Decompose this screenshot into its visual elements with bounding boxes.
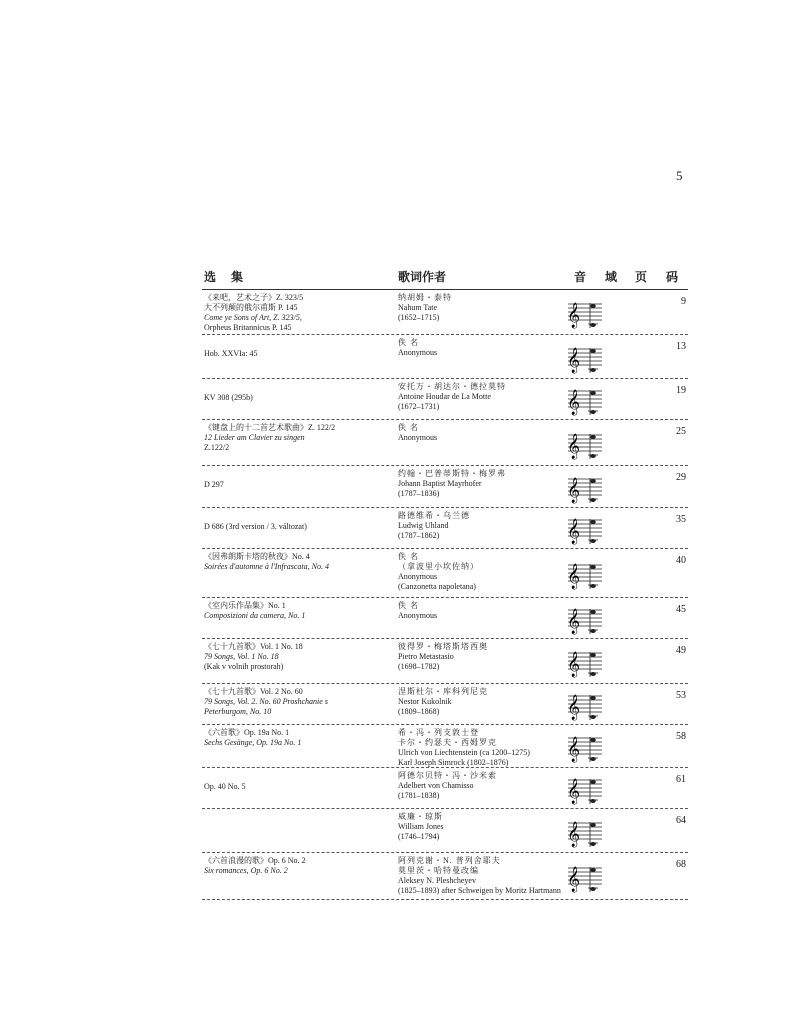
lyricist-cell — [398, 338, 578, 358]
vocal-range-staff — [568, 604, 602, 639]
lyricist-cell — [398, 771, 578, 801]
collection-cell — [204, 349, 392, 359]
note-head — [590, 479, 596, 483]
lyricist-cell — [398, 728, 581, 768]
vocal-range-staff — [568, 514, 602, 549]
table-row — [202, 335, 688, 379]
lyricist-line: 希・冯・列支敦士登 — [398, 728, 479, 737]
collection-cell — [204, 601, 392, 621]
vocal-range-staff — [568, 732, 602, 767]
collection-line: 《六首歌》Op. 19a No. 1 — [204, 728, 290, 737]
vocal-range-staff — [568, 559, 602, 594]
treble-clef-icon: 𝄞 — [568, 867, 581, 892]
table-row — [202, 508, 688, 549]
table-row — [202, 466, 688, 508]
treble-clef-icon: 𝄞 — [568, 652, 581, 677]
lyricist-line: 莫里茨・哈特曼改编 — [398, 866, 479, 875]
page-ref: 49 — [676, 645, 686, 656]
collection-line: 《六首浪漫的歌》Op. 6 No. 2 — [204, 856, 306, 865]
table-row — [202, 809, 688, 853]
note-head — [590, 823, 596, 827]
page-ref: 13 — [676, 341, 686, 352]
lyricist-line: Adelbert von Chamisso — [398, 781, 474, 790]
note-head — [590, 868, 596, 872]
lyricist-cell — [398, 601, 578, 621]
vocal-range-staff — [568, 817, 602, 852]
lyricist-line: Antoine Houdar de La Motte — [398, 392, 491, 401]
note-head — [590, 349, 596, 353]
collection-line: (Kak v volnih prostorah) — [204, 662, 284, 671]
lyricist-line: (1652–1715) — [398, 313, 440, 322]
table-header — [202, 265, 688, 290]
collection-cell — [204, 552, 392, 572]
collection-line: 79 Songs, Vol. 2. No. 60 Proshchanie s — [204, 697, 328, 706]
note-head — [590, 757, 596, 761]
collection-line: 79 Songs, Vol. 1 No. 18 — [204, 652, 279, 661]
collection-line: 《七十九首歌》Vol. 2 No. 60 — [204, 687, 303, 696]
page-ref: 29 — [676, 472, 686, 483]
collection-line: Orpheus Britannicus P. 145 — [204, 323, 292, 332]
lyricist-line: (1825–1893) after Schweigen by Moritz Hartmann — [398, 886, 561, 895]
collection-cell — [204, 856, 392, 876]
page-ref: 45 — [676, 604, 686, 615]
lyricist-line: Johann Baptist Mayrhofer — [398, 479, 482, 488]
table-row — [202, 598, 688, 639]
table-row — [202, 684, 688, 725]
note-head — [590, 565, 596, 569]
collection-line: Come ye Sons of Art, Z. 323/5, — [204, 313, 302, 322]
lyricist-line: (1787–1862) — [398, 531, 440, 540]
page-ref: 19 — [676, 385, 686, 396]
treble-clef-icon: 𝄞 — [568, 390, 581, 415]
treble-clef-icon: 𝄞 — [568, 564, 581, 589]
note-head — [590, 780, 596, 784]
lyricist-line: 约翰・巴普蒂斯特・梅罗弗 — [398, 469, 506, 478]
page-ref: 58 — [676, 731, 686, 742]
lyricist-cell — [398, 293, 578, 323]
lyricist-cell — [398, 552, 581, 592]
collection-cell — [204, 393, 392, 403]
lyricist-cell — [398, 469, 578, 499]
lyricist-line: (Canzonetta napoletana) — [398, 582, 476, 591]
lyricist-line: 佚 名 — [398, 338, 419, 347]
treble-clef-icon: 𝄞 — [568, 519, 581, 544]
treble-clef-icon: 𝄞 — [568, 779, 581, 804]
note-head — [590, 696, 596, 700]
lyricist-line: Nestor Kukolnik — [398, 697, 452, 706]
collection-line: 《室内乐作品集》No. 1 — [204, 601, 286, 610]
collection-cell — [204, 687, 392, 717]
note-head — [590, 672, 596, 676]
vocal-range-staff — [568, 473, 602, 508]
page-ref: 64 — [676, 815, 686, 826]
note-head — [590, 435, 596, 439]
treble-clef-icon: 𝄞 — [568, 695, 581, 720]
collection-cell — [204, 782, 392, 792]
lyricist-line: 安托万・胡达尔・德拉莫特 — [398, 382, 506, 391]
lyricist-line: 威廉・琼斯 — [398, 812, 443, 821]
collection-line: Composizioni da camera, No. 1 — [204, 611, 306, 620]
lyricist-line: Nahum Tate — [398, 303, 438, 312]
lyricist-line: 路德维希・乌兰德 — [398, 511, 470, 520]
lyricist-cell — [398, 687, 578, 717]
treble-clef-icon: 𝄞 — [568, 737, 581, 762]
collection-line: KV 308 (295b) — [204, 393, 253, 402]
collection-line: Peterburgom, No. 10 — [204, 707, 272, 716]
treble-clef-icon: 𝄞 — [568, 348, 581, 373]
lyricist-cell — [398, 423, 578, 443]
lyricist-line: Anonymous — [398, 572, 438, 581]
note-head — [590, 715, 596, 719]
collection-line: 《键盘上的十二首艺术歌曲》Z. 122/2 — [204, 423, 336, 432]
lyricist-line: (1809–1868) — [398, 707, 440, 716]
lyricist-line: （拿波里小坎佐纳） — [398, 562, 479, 571]
vocal-range-staff — [568, 385, 602, 420]
vocal-range-staff — [568, 862, 602, 897]
collection-cell — [204, 423, 392, 453]
lyricist-cell — [398, 856, 581, 896]
lyricist-line: 阿列克谢・N. 普列舍耶夫 — [398, 856, 501, 865]
page-ref: 68 — [676, 859, 686, 870]
table-row — [202, 639, 688, 684]
lyricist-line: Anonymous — [398, 433, 438, 442]
collection-line: D 686 (3rd version / 3. változat) — [204, 522, 307, 531]
vocal-range-staff — [568, 343, 602, 378]
collection-cell — [204, 728, 392, 748]
note-head — [590, 653, 596, 657]
vocal-range-staff — [568, 690, 602, 725]
treble-clef-icon: 𝄞 — [568, 609, 581, 634]
lyricist-line: 涅斯杜尔・库科列尼克 — [398, 687, 488, 696]
vocal-range-staff — [568, 429, 602, 464]
collection-line: 12 Lieder am Clavier zu singen — [204, 433, 305, 442]
vocal-range-staff — [568, 647, 602, 682]
lyricist-line: 佚 名 — [398, 423, 419, 432]
page-ref: 35 — [676, 514, 686, 525]
note-head — [590, 887, 596, 891]
vocal-range-staff — [568, 774, 602, 809]
note-head — [590, 539, 596, 543]
page-ref: 25 — [676, 426, 686, 437]
note-head — [590, 738, 596, 742]
lyricist-line: Anonymous — [398, 348, 438, 357]
lyricist-line: 佚 名 — [398, 601, 419, 610]
lyricist-line: (1672–1731) — [398, 402, 440, 411]
collection-line: 《因弗朗斯卡塔的秋夜》No. 4 — [204, 552, 310, 561]
table-row — [202, 725, 688, 768]
collection-line: 大不列颠的俄尔甫斯 P. 145 — [204, 303, 298, 312]
treble-clef-icon: 𝄞 — [568, 822, 581, 847]
collection-line: Op. 40 No. 5 — [204, 782, 246, 791]
table-row — [202, 768, 688, 809]
page-ref: 53 — [676, 690, 686, 701]
table-row — [202, 853, 688, 900]
note-head — [590, 584, 596, 588]
lyricist-line: 佚 名 — [398, 552, 419, 561]
lyricist-line: 彼得罗・梅塔斯塔西奥 — [398, 642, 488, 651]
page-ref: 61 — [676, 774, 686, 785]
treble-clef-icon: 𝄞 — [568, 303, 581, 328]
collection-cell — [204, 522, 392, 532]
header-collection: 选 集 — [204, 270, 250, 284]
collection-line: D 297 — [204, 480, 224, 489]
collection-line: Hob. XXVIa: 45 — [204, 349, 258, 358]
note-head — [590, 799, 596, 803]
page-ref: 40 — [676, 555, 686, 566]
lyricist-line: William Jones — [398, 822, 444, 831]
lyricist-line: 纳胡姆・泰特 — [398, 293, 452, 302]
collection-line: Six romances, Op. 6 No. 2 — [204, 866, 288, 875]
header-range: 音 域 — [574, 270, 626, 284]
note-head — [590, 610, 596, 614]
lyricist-cell — [398, 642, 578, 672]
table-row — [202, 290, 688, 335]
lyricist-line: 阿德尔贝特・冯・沙米索 — [398, 771, 497, 780]
collection-cell — [204, 642, 392, 672]
contents-table — [202, 265, 688, 900]
treble-clef-icon: 𝄞 — [568, 478, 581, 503]
header-page: 页 码 — [634, 270, 686, 284]
lyricist-cell — [398, 511, 578, 541]
lyricist-line: (1698–1782) — [398, 662, 440, 671]
header-lyricist: 歌词作者 — [398, 270, 447, 284]
note-head — [590, 842, 596, 846]
lyricist-cell — [398, 812, 578, 842]
collection-line: 《来吧，艺术之子》Z. 323/5 — [204, 293, 304, 302]
collection-line: Sechs Gesänge, Op. 19a No. 1 — [204, 738, 302, 747]
note-head — [590, 304, 596, 308]
note-head — [590, 520, 596, 524]
note-head — [590, 391, 596, 395]
lyricist-line: Ludwig Uhland — [398, 521, 449, 530]
lyricist-line: Pietro Metastasio — [398, 652, 454, 661]
lyricist-line: 卡尔・约瑟夫・西姆罗克 — [398, 738, 497, 747]
lyricist-line: Karl Joseph Simrock (1802–1876) — [398, 758, 509, 767]
lyricist-line: (1746–1794) — [398, 832, 440, 841]
table-row — [202, 379, 688, 420]
lyricist-line: Aleksey N. Pleshcheyev — [398, 876, 476, 885]
collection-line: Z.122/2 — [204, 443, 230, 452]
lyricist-line: (1787–1836) — [398, 489, 440, 498]
page-ref: 9 — [681, 296, 686, 307]
collection-cell — [204, 293, 392, 333]
vocal-range-staff — [568, 298, 602, 333]
table-body — [202, 290, 688, 900]
lyricist-line: (1781–1838) — [398, 791, 440, 800]
lyricist-cell — [398, 382, 578, 412]
lyricist-line: Ulrich von Liechtenstein (ca 1200–1275) — [398, 748, 530, 757]
table-row — [202, 420, 688, 466]
page-number: 5 — [676, 168, 683, 183]
collection-line: Soirées d'automne à l'Infrascata, No. 4 — [204, 562, 329, 571]
lyricist-line: Anonymous — [398, 611, 438, 620]
note-head — [590, 629, 596, 633]
table-row — [202, 549, 688, 598]
collection-line: 《七十九首歌》Vol. 1 No. 18 — [204, 642, 303, 651]
collection-cell — [204, 480, 392, 490]
treble-clef-icon: 𝄞 — [568, 434, 581, 459]
